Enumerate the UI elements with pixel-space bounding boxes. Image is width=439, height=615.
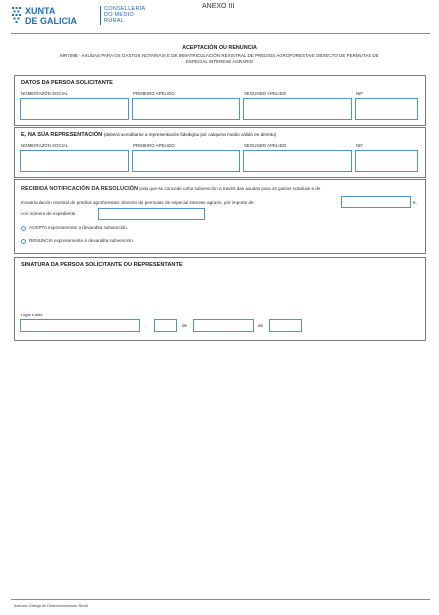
dept-line1: CONSELLERÍA bbox=[104, 6, 146, 12]
department-name bbox=[104, 6, 145, 25]
de-label-1: de bbox=[182, 323, 188, 328]
representative-surname2-field[interactable] bbox=[243, 150, 352, 172]
representative-name-label: NOME/RAZÓN SOCIAL bbox=[21, 143, 69, 148]
footer-agency: Axencia Galega de Desenvolvemento Rural bbox=[14, 604, 88, 608]
amount-field[interactable] bbox=[341, 196, 411, 208]
applicant-name-field[interactable] bbox=[20, 98, 129, 120]
notification-line1 bbox=[21, 184, 421, 194]
header-rule bbox=[11, 33, 430, 34]
applicant-surname2-label: SEGUNDO APELIDO bbox=[244, 91, 287, 96]
year-field[interactable] bbox=[269, 319, 302, 332]
subtitle-line1: MR709B - AXUDAS PARA OS GASTOS NOTARIAIS E DE INMATRICULACIÓN REXISTRAL DE PREDIOS AGROFORESTAIS OBXECTO DE PERMUTAS DE bbox=[60, 53, 379, 58]
accept-radio[interactable] bbox=[21, 226, 26, 231]
galicia-emblem-icon bbox=[11, 6, 22, 26]
notification-section bbox=[14, 179, 426, 254]
representative-surname1-field[interactable] bbox=[132, 150, 240, 172]
applicant-section bbox=[14, 75, 426, 126]
month-field[interactable] bbox=[193, 319, 254, 332]
representative-name-field[interactable] bbox=[20, 150, 129, 172]
applicant-surname2-field[interactable] bbox=[243, 98, 352, 120]
day-field[interactable] bbox=[154, 319, 177, 332]
representative-note: (deberá acreditarse a representación fidedigna por calquera medio válido en dereito) bbox=[103, 132, 277, 137]
renounce-radio[interactable] bbox=[21, 239, 26, 244]
dept-line3: RURAL bbox=[104, 18, 124, 25]
notification-text1: pola que se concede unha subvención a través das axudas para os gastos notariais e de bbox=[139, 186, 321, 191]
annex-label: ANEXO III bbox=[202, 3, 235, 10]
representative-nif-field[interactable] bbox=[355, 150, 418, 172]
xunta-logo bbox=[11, 5, 101, 29]
file-number-field[interactable] bbox=[98, 208, 205, 220]
footer-rule bbox=[11, 599, 430, 600]
form-subtitle bbox=[18, 53, 421, 65]
accept-option-label: ACEPTA expresamente a devandita subvención. bbox=[29, 225, 128, 230]
subtitle-line2: ESPECIAL INTERESE AGRARIO bbox=[185, 59, 254, 64]
place-date-label: Lugar e data bbox=[21, 313, 43, 317]
representative-heading: E, NA SÚA REPRESENTACIÓN bbox=[21, 132, 103, 138]
notification-text3: con número de expediente bbox=[21, 211, 76, 216]
dept-line2: DO MEDIO bbox=[104, 12, 134, 19]
representative-surname2-label: SEGUNDO APELIDO bbox=[244, 143, 287, 148]
form-title: ACEPTACIÓN OU RENUNCIA bbox=[182, 45, 257, 51]
dept-divider bbox=[100, 6, 101, 25]
representative-nif-label: NIF bbox=[356, 143, 364, 148]
applicant-surname1-field[interactable] bbox=[132, 98, 240, 120]
notification-text2: inmatriculación rexistral de predios agroforestais obxecto de permutas de especial interese agrario, por importe de bbox=[21, 200, 254, 205]
place-field[interactable] bbox=[20, 319, 140, 332]
representative-heading-row bbox=[21, 132, 276, 138]
logo-line2: DE GALICIA bbox=[25, 16, 78, 26]
currency-symbol: €, bbox=[413, 200, 417, 205]
representative-surname1-label: PRIMEIRO APELIDO bbox=[133, 143, 175, 148]
applicant-nif-field[interactable] bbox=[355, 98, 418, 120]
renounce-option-label: RENUNCIA expresamente á devandita subvención. bbox=[29, 238, 134, 243]
representative-section bbox=[14, 127, 426, 178]
applicant-name-label: NOME/RAZÓN SOCIAL bbox=[21, 91, 69, 96]
applicant-nif-label: NIF bbox=[356, 91, 364, 96]
applicant-heading: DATOS DA PERSOA SOLICITANTE bbox=[21, 80, 113, 86]
signature-section bbox=[14, 257, 426, 341]
de-label-2: de bbox=[258, 323, 264, 328]
notification-heading: RECIBIDA NOTIFICACIÓN DA RESOLUCIÓN bbox=[21, 186, 139, 192]
signature-heading: SINATURA DA PERSOA SOLICITANTE OU REPRESENTANTE bbox=[21, 262, 183, 268]
logo-line1: XUNTA bbox=[25, 6, 56, 16]
place-comma: , bbox=[145, 324, 147, 329]
applicant-surname1-label: PRIMEIRO APELIDO bbox=[133, 91, 175, 96]
